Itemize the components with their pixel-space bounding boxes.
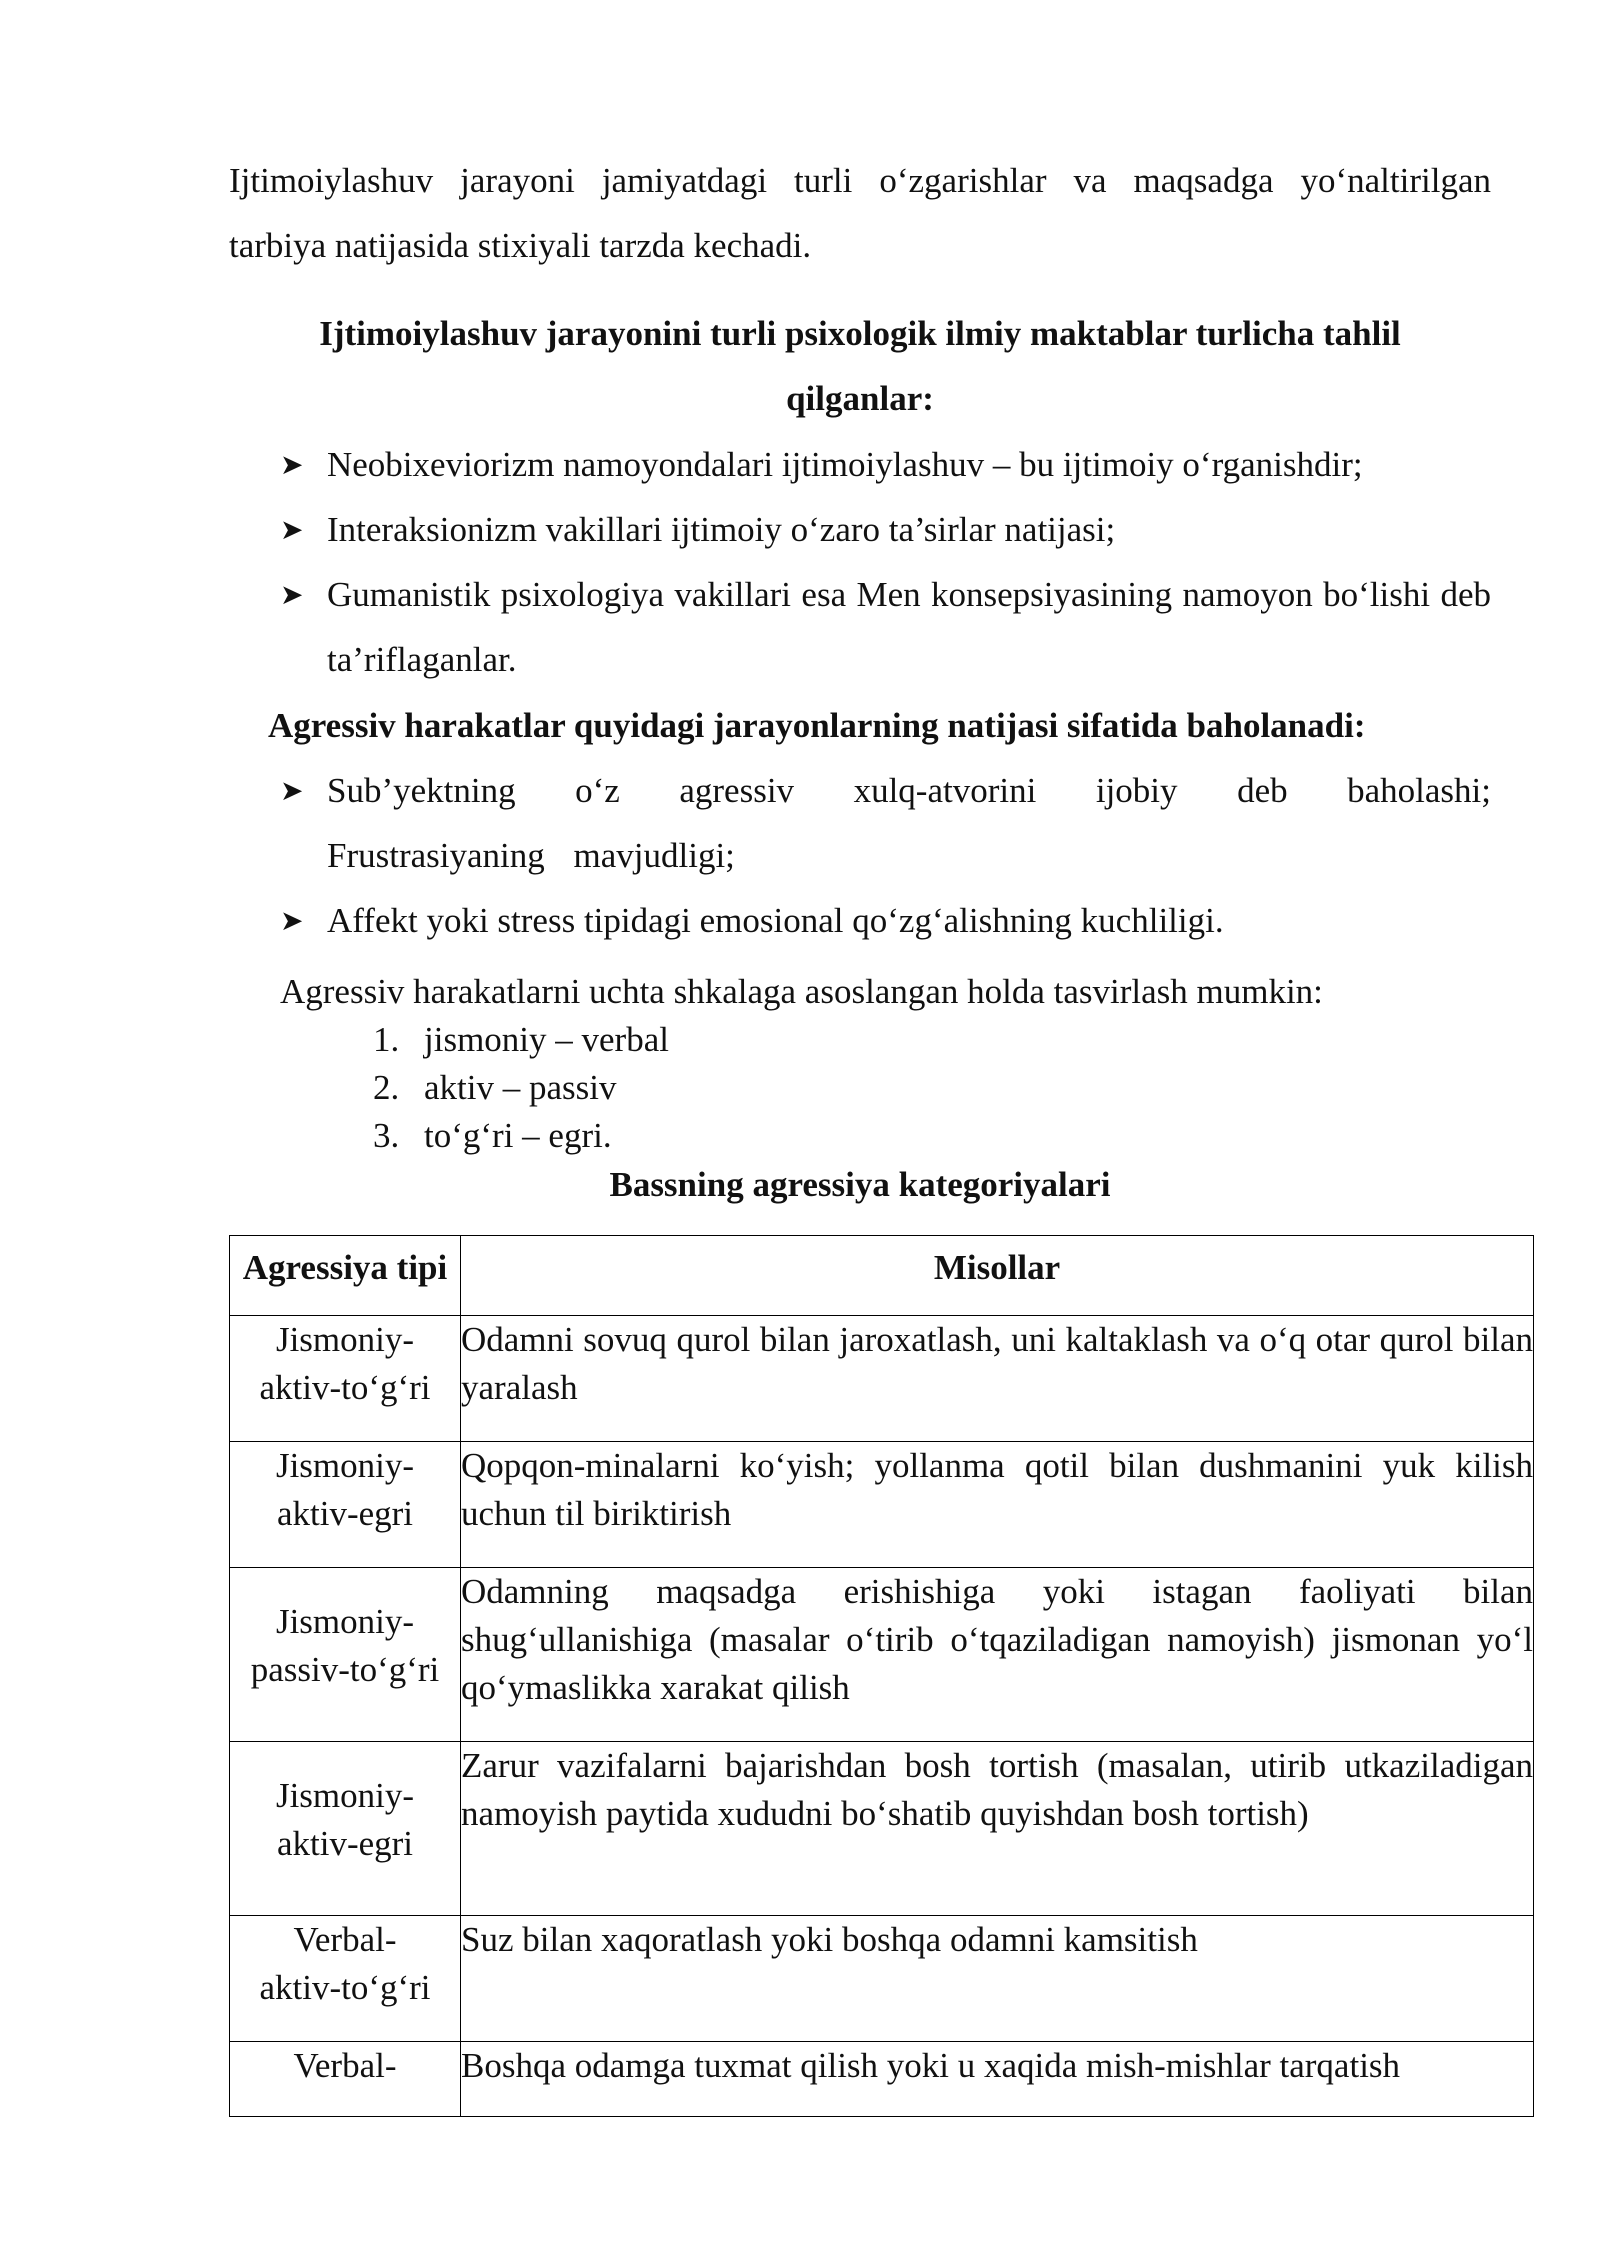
- list-text: aktiv – passiv: [424, 1068, 617, 1107]
- heading-schools-line-1: Ijtimoiylashuv jarayonini turli psixologik ilmiy maktablar turlicha tahlil: [319, 314, 1401, 353]
- example-cell: Boshqa odamga tuxmat qilish yoki u xaqida mish-mishlar tarqatish: [461, 2042, 1534, 2117]
- intro-line-1: Ijtimoiylashuv jarayoni jamiyatdagi turli o‘zgarishlar va maqsadga yo‘naltirilgan: [229, 161, 1491, 200]
- aggression-categories-table: [229, 1235, 1534, 2117]
- list-item: [373, 1112, 669, 1160]
- section-heading-aggression: Agressiv harakatlar quyidagi jarayonlarning natijasi sifatida baholanadi:: [268, 706, 1366, 745]
- list-item: [373, 1064, 669, 1112]
- type-line-1: Verbal-: [293, 1920, 397, 1959]
- list-item: [280, 432, 1491, 497]
- example-cell: Qopqon-minalarni ko‘yish; yollanma qotil bilan dushmanini yuk kilish uchun til biriktirish: [461, 1442, 1534, 1568]
- type-line-1: Jismoniy-: [275, 1776, 415, 1815]
- table-row: [230, 1568, 1534, 1742]
- list-item: [280, 497, 1491, 562]
- table-row: [230, 1316, 1534, 1442]
- bullet-text: Affekt yoki stress tipidagi emosional qo‘zg‘alishning kuchliligi.: [327, 901, 1224, 940]
- intro-line-2: tarbiya natijasida stixiyali tarzda kechadi.: [229, 226, 812, 265]
- example-cell: Zarur vazifalarni bajarishdan bosh tortish (masalan, utirib utkaziladigan namoyish paytida xududni bo‘shatib quyishdan bosh tortish): [461, 1742, 1534, 1916]
- arrow-bullet-icon: ➤: [280, 513, 304, 546]
- column-header-examples: Misollar: [461, 1236, 1534, 1316]
- type-line-1: Jismoniy-: [275, 1446, 415, 1485]
- arrow-bullet-icon: ➤: [280, 774, 304, 807]
- type-line-1: Verbal-: [293, 2046, 397, 2085]
- aggression-type-cell: [230, 1442, 461, 1568]
- type-line-2: passiv-to‘g‘ri: [250, 1650, 440, 1689]
- example-cell: Odamning maqsadga erishishiga yoki istagan faoliyati bilan shug‘ullanishiga (masalar o‘tirib o‘tqaziladigan namoyish) jismonan yo‘l qo‘ymaslikka xarakat qilish: [461, 1568, 1534, 1742]
- list-item: [373, 1016, 669, 1064]
- scales-numbered-list: [373, 1016, 669, 1160]
- list-text: jismoniy – verbal: [424, 1020, 669, 1059]
- table-header-row: [230, 1236, 1534, 1316]
- bullet-text: Neobixeviorizm namoyondalari ijtimoiylashuv – bu ijtimoiy o‘rganishdir;: [327, 445, 1363, 484]
- type-line-2: aktiv-egri: [276, 1824, 414, 1863]
- arrow-bullet-icon: ➤: [280, 448, 304, 481]
- type-line-1: Jismoniy-: [275, 1320, 415, 1359]
- aggression-type-cell: [230, 2042, 461, 2117]
- intro-paragraph: [229, 148, 1491, 278]
- list-text: to‘g‘ri – egri.: [424, 1116, 612, 1155]
- aggression-type-cell: [230, 1916, 461, 2042]
- aggression-type-cell: [230, 1568, 461, 1742]
- section-heading-schools: [229, 301, 1491, 431]
- list-item: [280, 758, 1491, 888]
- bullet-text: Interaksionizm vakillari ijtimoiy o‘zaro ta’sirlar natijasi;: [327, 510, 1116, 549]
- example-cell: Suz bilan xaqoratlash yoki boshqa odamni kamsitish: [461, 1916, 1534, 2042]
- aggression-bullet-list: [280, 758, 1491, 953]
- type-line-1: Jismoniy-: [275, 1602, 415, 1641]
- table-title: Bassning agressiya kategoriyalari: [609, 1165, 1111, 1204]
- aggression-type-cell: [230, 1316, 461, 1442]
- type-line-2: aktiv-to‘g‘ri: [259, 1968, 431, 2007]
- heading-schools-line-2: qilganlar:: [786, 379, 934, 418]
- aggression-type-cell: [230, 1742, 461, 1916]
- list-item: [280, 562, 1491, 692]
- table-row: [230, 1742, 1534, 1916]
- example-cell: Odamni sovuq qurol bilan jaroxatlash, uni kaltaklash va o‘q otar qurol bilan yaralash: [461, 1316, 1534, 1442]
- table-row: [230, 1916, 1534, 2042]
- list-number: 1.: [373, 1020, 400, 1059]
- table-row: [230, 2042, 1534, 2117]
- list-number: 3.: [373, 1116, 400, 1155]
- bullet-text: Gumanistik psixologiya vakillari esa Men konsepsiyasining namoyon bo‘lishi deb ta’riflaganlar.: [327, 575, 1491, 679]
- column-header-type: Agressiya tipi: [230, 1236, 461, 1316]
- bullet-text: Sub’yektning o‘z agressiv xulq-atvorini ijobiy deb baholashi; Frustrasiyaning mavjudligi;: [327, 771, 1491, 875]
- type-line-2: aktiv-to‘g‘ri: [259, 1368, 431, 1407]
- arrow-bullet-icon: ➤: [280, 904, 304, 937]
- type-line-2: aktiv-egri: [276, 1494, 414, 1533]
- table-row: [230, 1442, 1534, 1568]
- list-number: 2.: [373, 1068, 400, 1107]
- list-item: [280, 888, 1491, 953]
- scales-intro-text: Agressiv harakatlarni uchta shkalaga asoslangan holda tasvirlash mumkin:: [280, 972, 1323, 1011]
- arrow-bullet-icon: ➤: [280, 578, 304, 611]
- schools-bullet-list: [280, 432, 1491, 692]
